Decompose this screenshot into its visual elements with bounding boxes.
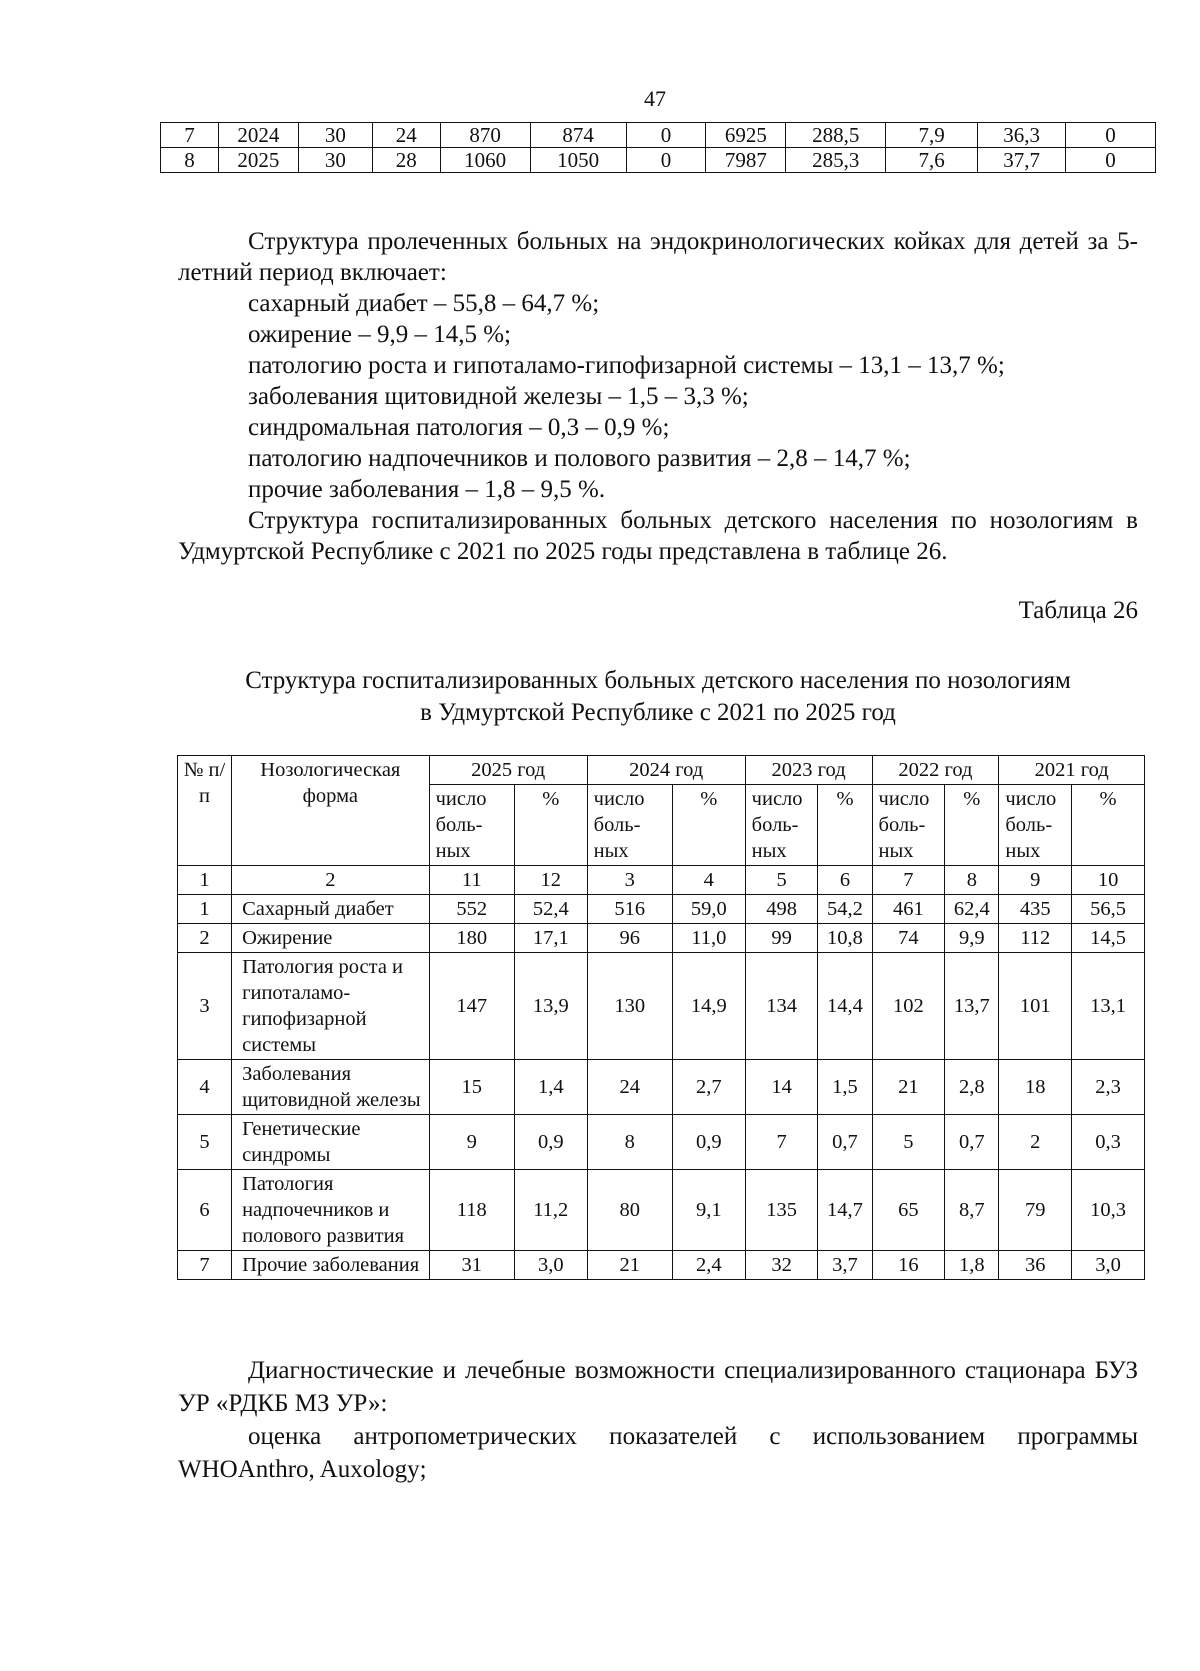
table-cell: 2 [999, 1115, 1072, 1170]
table-cell: 30 [298, 123, 372, 148]
list-item: прочие заболевания – 1,8 – 9,5 %. [248, 476, 606, 503]
table-cell: 13,7 [945, 953, 999, 1060]
row-number: 5 [178, 1115, 232, 1170]
column-index: 2 [232, 866, 430, 895]
table-cell: 14,7 [818, 1170, 872, 1251]
row-nosology: Прочие заболевания [232, 1251, 430, 1280]
column-index: 4 [672, 866, 745, 895]
table-cell: 0 [626, 148, 706, 173]
column-index: 8 [945, 866, 999, 895]
table-row [161, 148, 1156, 173]
table-cell: 7,6 [886, 148, 978, 173]
table-cell: 21 [587, 1251, 672, 1280]
table-row [178, 924, 1145, 953]
table-cell: 0,3 [1072, 1115, 1145, 1170]
table-cell: 6925 [706, 123, 786, 148]
table-cell: 435 [999, 895, 1072, 924]
table-cell: 1,5 [818, 1060, 872, 1115]
table-cell: 147 [429, 953, 514, 1060]
page-number: 47 [644, 86, 666, 111]
header-num: № п/п [178, 756, 232, 866]
table-cell: 99 [745, 924, 818, 953]
table-cell: 2024 [218, 123, 298, 148]
nosology-table [177, 755, 1145, 1280]
table-cell: 1050 [530, 148, 626, 173]
table-cell: 288,5 [786, 123, 886, 148]
table-cell: 7 [745, 1115, 818, 1170]
table-cell: 65 [872, 1170, 945, 1251]
table-cell: 0,9 [672, 1115, 745, 1170]
table-cell: 37,7 [978, 148, 1066, 173]
table-cell: 9 [429, 1115, 514, 1170]
list-item: заболевания щитовидной железы – 1,5 – 3,3 %; [248, 383, 749, 410]
table-cell: 14,9 [672, 953, 745, 1060]
diagnostics-paragraph: Диагностические и лечебные возможности специализированного стационара БУЗ УР «РДКБ МЗ УР»: [178, 1357, 1138, 1417]
table-cell: 8,7 [945, 1170, 999, 1251]
row-number: 4 [178, 1060, 232, 1115]
table-cell: 0,7 [945, 1115, 999, 1170]
table-row [178, 1170, 1145, 1251]
list-item: патологию роста и гипоталамо-гипофизарной системы – 13,1 – 13,7 %; [248, 352, 1005, 379]
table-cell: 14 [745, 1060, 818, 1115]
header-percent: % [818, 785, 872, 866]
table-cell: 17,1 [514, 924, 587, 953]
table-cell: 10,8 [818, 924, 872, 953]
table-cell: 1,4 [514, 1060, 587, 1115]
header-year: 2025 год [429, 756, 587, 785]
header-count: число боль-ных [999, 785, 1072, 866]
table-label: Таблица 26 [1018, 597, 1138, 624]
table-cell: 13,1 [1072, 953, 1145, 1060]
header-year: 2024 год [587, 756, 745, 785]
table-cell: 24 [587, 1060, 672, 1115]
table-cell: 0 [626, 123, 706, 148]
table-cell: 1,8 [945, 1251, 999, 1280]
table-cell: 30 [298, 148, 372, 173]
structure-paragraph: Структура госпитализированных больных детского населения по нозологиям в Удмуртской Республике с 2021 по 2025 годы представлена в таблице 26. [178, 507, 1138, 565]
table-cell: 8 [161, 148, 219, 173]
header-count: число боль-ных [429, 785, 514, 866]
table-cell: 13,9 [514, 953, 587, 1060]
table-cell: 461 [872, 895, 945, 924]
table-cell: 18 [999, 1060, 1072, 1115]
header-year: 2023 год [745, 756, 872, 785]
table-cell: 3,0 [1072, 1251, 1145, 1280]
table-caption-line: в Удмуртской Республике с 2021 по 2025 год [420, 699, 896, 726]
table-cell: 5 [872, 1115, 945, 1170]
table-cell: 36,3 [978, 123, 1066, 148]
table-cell: 54,2 [818, 895, 872, 924]
table-row [178, 895, 1145, 924]
table-cell: 870 [440, 123, 530, 148]
table-row [161, 123, 1156, 148]
table-row [178, 1251, 1145, 1280]
header-percent: % [945, 785, 999, 866]
header-percent: % [672, 785, 745, 866]
header-count: число боль-ных [872, 785, 945, 866]
table-cell: 285,3 [786, 148, 886, 173]
list-item: синдромальная патология – 0,3 – 0,9 %; [248, 414, 670, 441]
table-cell: 101 [999, 953, 1072, 1060]
table-cell: 0,9 [514, 1115, 587, 1170]
column-index: 9 [999, 866, 1072, 895]
diagnostics-item: оценка антропометрических показателей с использованием программы WHOAnthro, Auxology; [178, 1423, 1138, 1483]
table-cell: 96 [587, 924, 672, 953]
table-cell: 135 [745, 1170, 818, 1251]
table-cell: 79 [999, 1170, 1072, 1251]
column-index: 1 [178, 866, 232, 895]
table-caption-line: Структура госпитализированных больных детского населения по нозологиям [245, 667, 1071, 694]
header-count: число боль-ных [745, 785, 818, 866]
table-cell: 1060 [440, 148, 530, 173]
table-cell: 9,1 [672, 1170, 745, 1251]
table-cell: 0 [1066, 123, 1156, 148]
table-cell: 15 [429, 1060, 514, 1115]
intro-paragraph: Структура пролеченных больных на эндокринологических койках для детей за 5-летний период включает: [178, 228, 1138, 286]
table-cell: 7,9 [886, 123, 978, 148]
table-cell: 56,5 [1072, 895, 1145, 924]
table-cell: 24 [372, 123, 440, 148]
header-year: 2022 год [872, 756, 999, 785]
column-index: 5 [745, 866, 818, 895]
column-index: 6 [818, 866, 872, 895]
table-cell: 516 [587, 895, 672, 924]
table-cell: 7987 [706, 148, 786, 173]
table-cell: 0,7 [818, 1115, 872, 1170]
table-cell: 134 [745, 953, 818, 1060]
table-cell: 552 [429, 895, 514, 924]
row-number: 2 [178, 924, 232, 953]
table-row [178, 1060, 1145, 1115]
table-cell: 112 [999, 924, 1072, 953]
row-nosology: Заболевания щитовидной железы [232, 1060, 430, 1115]
column-index: 10 [1072, 866, 1145, 895]
list-item: сахарный диабет – 55,8 – 64,7 %; [248, 290, 600, 317]
row-number: 7 [178, 1251, 232, 1280]
column-index: 12 [514, 866, 587, 895]
table-cell: 80 [587, 1170, 672, 1251]
table-cell: 59,0 [672, 895, 745, 924]
table-cell: 180 [429, 924, 514, 953]
column-index: 3 [587, 866, 672, 895]
table-cell: 9,9 [945, 924, 999, 953]
table-cell: 11,0 [672, 924, 745, 953]
table-caption [178, 665, 1138, 729]
header-percent: % [1072, 785, 1145, 866]
table-cell: 102 [872, 953, 945, 1060]
row-nosology: Патология надпочечников и полового развития [232, 1170, 430, 1251]
column-index: 7 [872, 866, 945, 895]
table-cell: 3,0 [514, 1251, 587, 1280]
column-index: 11 [429, 866, 514, 895]
table-cell: 7 [161, 123, 219, 148]
table-cell: 74 [872, 924, 945, 953]
nosology-list [248, 288, 1005, 505]
header-form: Нозологическая форма [232, 756, 430, 866]
table-cell: 2,4 [672, 1251, 745, 1280]
table-cell: 52,4 [514, 895, 587, 924]
row-nosology: Сахарный диабет [232, 895, 430, 924]
row-number: 3 [178, 953, 232, 1060]
table-cell: 36 [999, 1251, 1072, 1280]
table-cell: 874 [530, 123, 626, 148]
table-cell: 2,3 [1072, 1060, 1145, 1115]
table-row [178, 1115, 1145, 1170]
table-cell: 8 [587, 1115, 672, 1170]
table-cell: 14,4 [818, 953, 872, 1060]
table-cell: 130 [587, 953, 672, 1060]
table-cell: 32 [745, 1251, 818, 1280]
table-cell: 11,2 [514, 1170, 587, 1251]
table-cell: 2025 [218, 148, 298, 173]
table-cell: 31 [429, 1251, 514, 1280]
table-cell: 2,8 [945, 1060, 999, 1115]
table-cell: 16 [872, 1251, 945, 1280]
table-cell: 21 [872, 1060, 945, 1115]
row-nosology: Патология роста и гипоталамо-гипофизарной системы [232, 953, 430, 1060]
header-year: 2021 год [999, 756, 1145, 785]
top-continuation-table [160, 122, 1156, 173]
table-cell: 10,3 [1072, 1170, 1145, 1251]
list-item: ожирение – 9,9 – 14,5 %; [248, 321, 512, 348]
table-cell: 0 [1066, 148, 1156, 173]
table-cell: 28 [372, 148, 440, 173]
row-nosology: Ожирение [232, 924, 430, 953]
table-cell: 14,5 [1072, 924, 1145, 953]
row-number: 1 [178, 895, 232, 924]
header-count: число боль-ных [587, 785, 672, 866]
table-cell: 118 [429, 1170, 514, 1251]
header-percent: % [514, 785, 587, 866]
table-cell: 498 [745, 895, 818, 924]
table-cell: 3,7 [818, 1251, 872, 1280]
table-cell: 62,4 [945, 895, 999, 924]
table-row [178, 953, 1145, 1060]
row-number: 6 [178, 1170, 232, 1251]
row-nosology: Генетические синдромы [232, 1115, 430, 1170]
list-item: патологию надпочечников и полового развития – 2,8 – 14,7 %; [248, 445, 911, 472]
table-cell: 2,7 [672, 1060, 745, 1115]
